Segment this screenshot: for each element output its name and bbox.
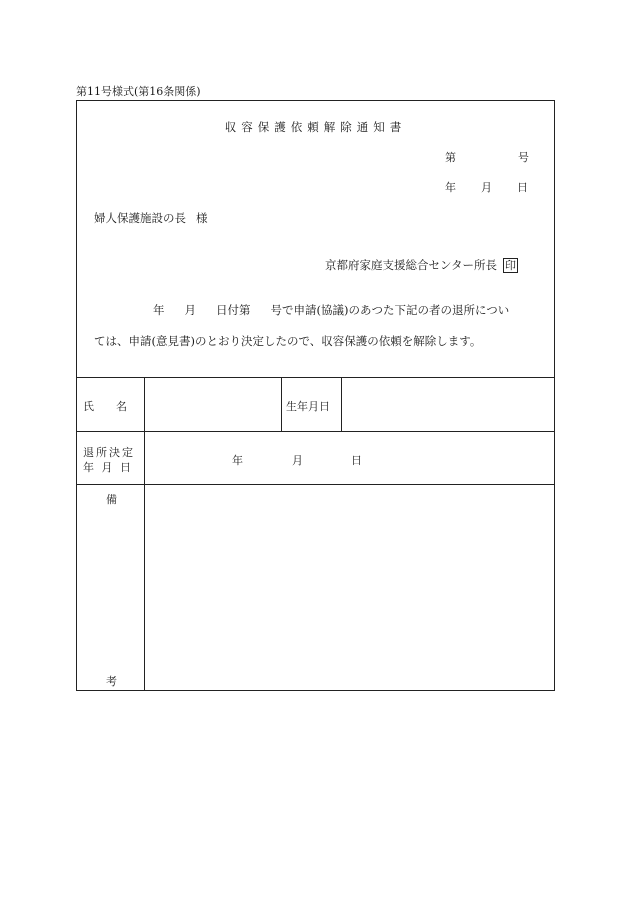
birthdate-label: 生年月日 (286, 400, 330, 413)
body-day-number: 日付第 (216, 303, 251, 317)
body-year: 年 (153, 303, 165, 317)
birth-label-divider (341, 377, 342, 431)
addressee-honorific: 様 (196, 211, 208, 225)
issue-date-month: 月 (481, 181, 492, 194)
seal-mark: 印 (505, 259, 517, 272)
label-column-divider (144, 377, 145, 691)
body-request-text: 号で申請(協議)のあつた下記の者の退所につい (270, 303, 510, 317)
name-birth-divider (281, 377, 282, 431)
notice-body-line-1 (153, 302, 509, 318)
notice-form (76, 100, 555, 691)
row-divider-2 (77, 484, 554, 485)
row-divider-1 (77, 431, 554, 432)
notice-body-line-2: ては、申請(意見書)のとおり決定したので、収容保護の依頼を解除します。 (94, 334, 482, 348)
exit-date-month: 月 (292, 454, 303, 467)
addressee (94, 210, 208, 226)
exit-date-year: 年 (232, 454, 243, 467)
document-number-suffix: 号 (518, 151, 529, 164)
issue-date-day: 日 (517, 181, 528, 194)
name-label: 氏 名 (83, 400, 127, 413)
notice-title: 収容保護依頼解除通知書 (224, 120, 407, 134)
addressee-name: 婦人保護施設の長 (94, 211, 186, 225)
remarks-label-bottom: 考 (106, 675, 117, 688)
body-month: 月 (184, 303, 196, 317)
sender-name: 京都府家庭支援総合センター所長 (325, 258, 498, 272)
exit-date-day: 日 (351, 454, 362, 467)
sender (325, 257, 518, 273)
document-number-prefix: 第 (445, 151, 456, 164)
exit-date-label-line-2: 年 月 日 (83, 461, 133, 474)
remarks-label-top: 備 (106, 493, 117, 506)
issue-date-year: 年 (445, 181, 456, 194)
form-number-label: 第11号様式(第16条関係) (76, 85, 201, 98)
exit-date-label-line-1: 退所決定 (83, 446, 135, 459)
table-top-border (77, 377, 554, 378)
